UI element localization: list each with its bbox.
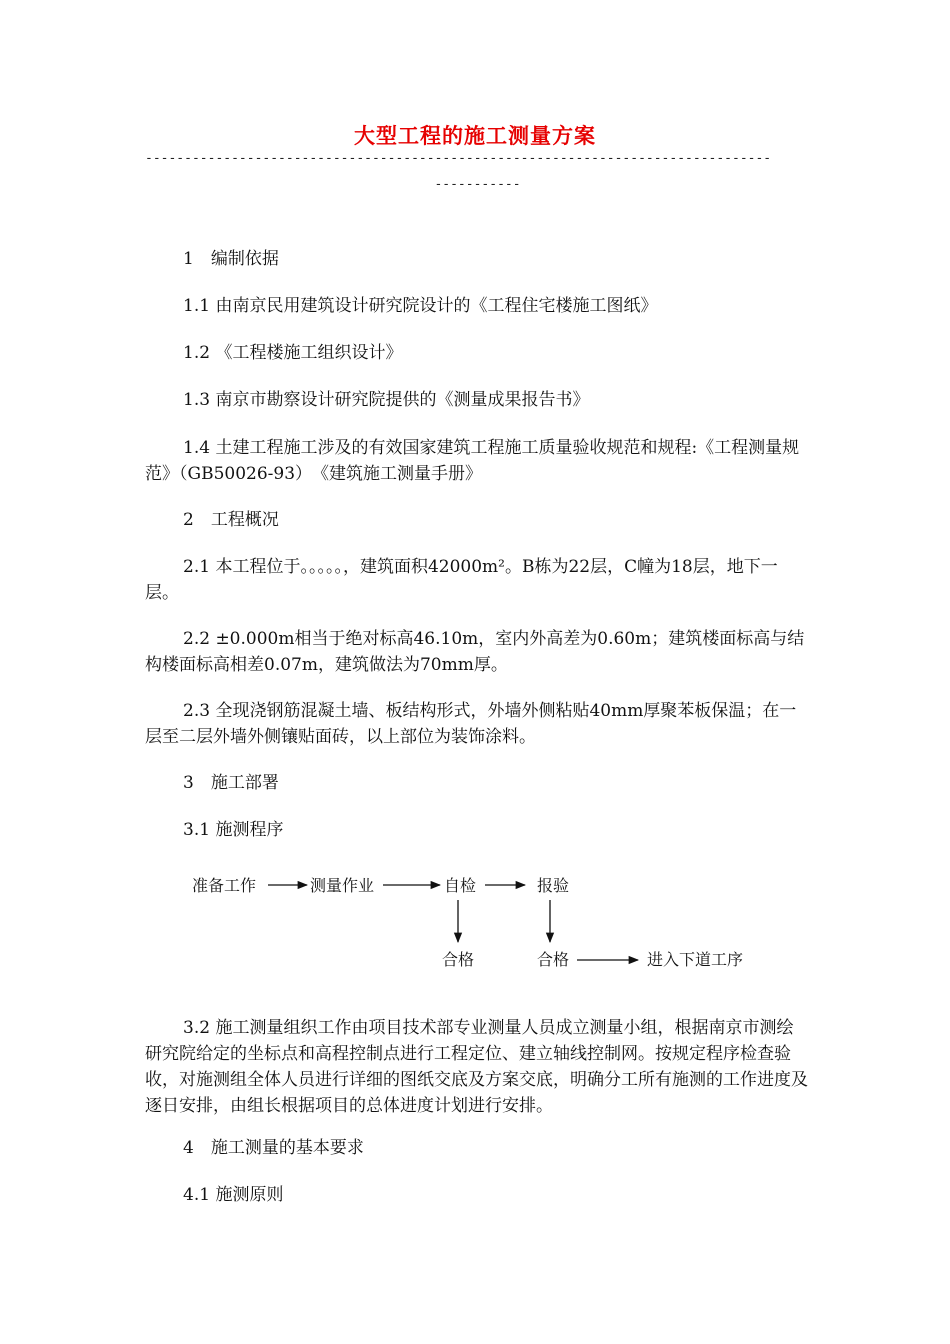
paragraph-2-2: 2.2 ±0.000m相当于绝对标高46.10m，室内外高差为0.60m；建筑楼面标高与结构楼面标高相差0.07m，建筑做法为70mm厚。 xyxy=(145,629,805,675)
paragraph-2-3: 2.3 全现浇钢筋混凝土墙、板结构形式，外墙外侧粘贴40mm厚聚苯板保温；在一层至二层外墙外侧镶贴面砖，以上部位为装饰涂料。 xyxy=(145,701,797,747)
separator-line: -------------------------------------------------------------------------------- xyxy=(145,151,772,166)
paragraph-1-3: 1.3 南京市勘察设计研究院提供的《测量成果报告书》 xyxy=(183,390,590,410)
flow-step-pass-1: 合格 xyxy=(442,950,475,969)
paragraph-2-1: 2.1 本工程位于。。。。。，建筑面积42000m²。B栋为22层，C幢为18层，地下一层。 xyxy=(145,557,778,603)
flow-step-prepare: 准备工作 xyxy=(192,876,257,895)
survey-procedure-flowchart xyxy=(145,860,810,990)
section-heading-2: 2 工程概况 xyxy=(183,510,279,530)
section-heading-1: 1 编制依据 xyxy=(183,249,279,269)
flow-step-report: 报验 xyxy=(537,876,570,895)
flow-step-pass-2: 合格 xyxy=(537,950,570,969)
section-heading-3: 3 施工部署 xyxy=(183,773,279,793)
flow-step-survey: 测量作业 xyxy=(310,876,375,895)
paragraph-1-2: 1.2 《工程楼施工组织设计》 xyxy=(183,343,403,363)
flow-step-selfcheck: 自检 xyxy=(444,876,477,895)
separator-line-continuation: ----------- xyxy=(434,177,521,192)
paragraph-3-2: 3.2 施工测量组织工作由项目技术部专业测量人员成立测量小组，根据南京市测绘研究院给定的坐标点和高程控制点进行工程定位、建立轴线控制网。按规定程序检查验收，对施测组全体人员进行详细的图纸交底及方案交底，明确分工所有施测的工作进度及逐日安排，由组长根据项目的总体进度计划进行安排。 xyxy=(145,1018,808,1116)
paragraph-1-1: 1.1 由南京民用建筑设计研究院设计的《工程住宅楼施工图纸》 xyxy=(183,296,658,316)
flow-step-next-process: 进入下道工序 xyxy=(647,950,744,969)
document-title: 大型工程的施工测量方案 xyxy=(354,123,596,148)
paragraph-3-1: 3.1 施测程序 xyxy=(183,820,284,840)
paragraph-4-1: 4.1 施测原则 xyxy=(183,1185,284,1205)
paragraph-1-4: 1.4 土建工程施工涉及的有效国家建筑工程施工质量验收规范和规程:《工程测量规范》（GB50026-93） 《建筑施工测量手册》 xyxy=(145,438,800,484)
section-heading-4: 4 施工测量的基本要求 xyxy=(183,1138,364,1158)
